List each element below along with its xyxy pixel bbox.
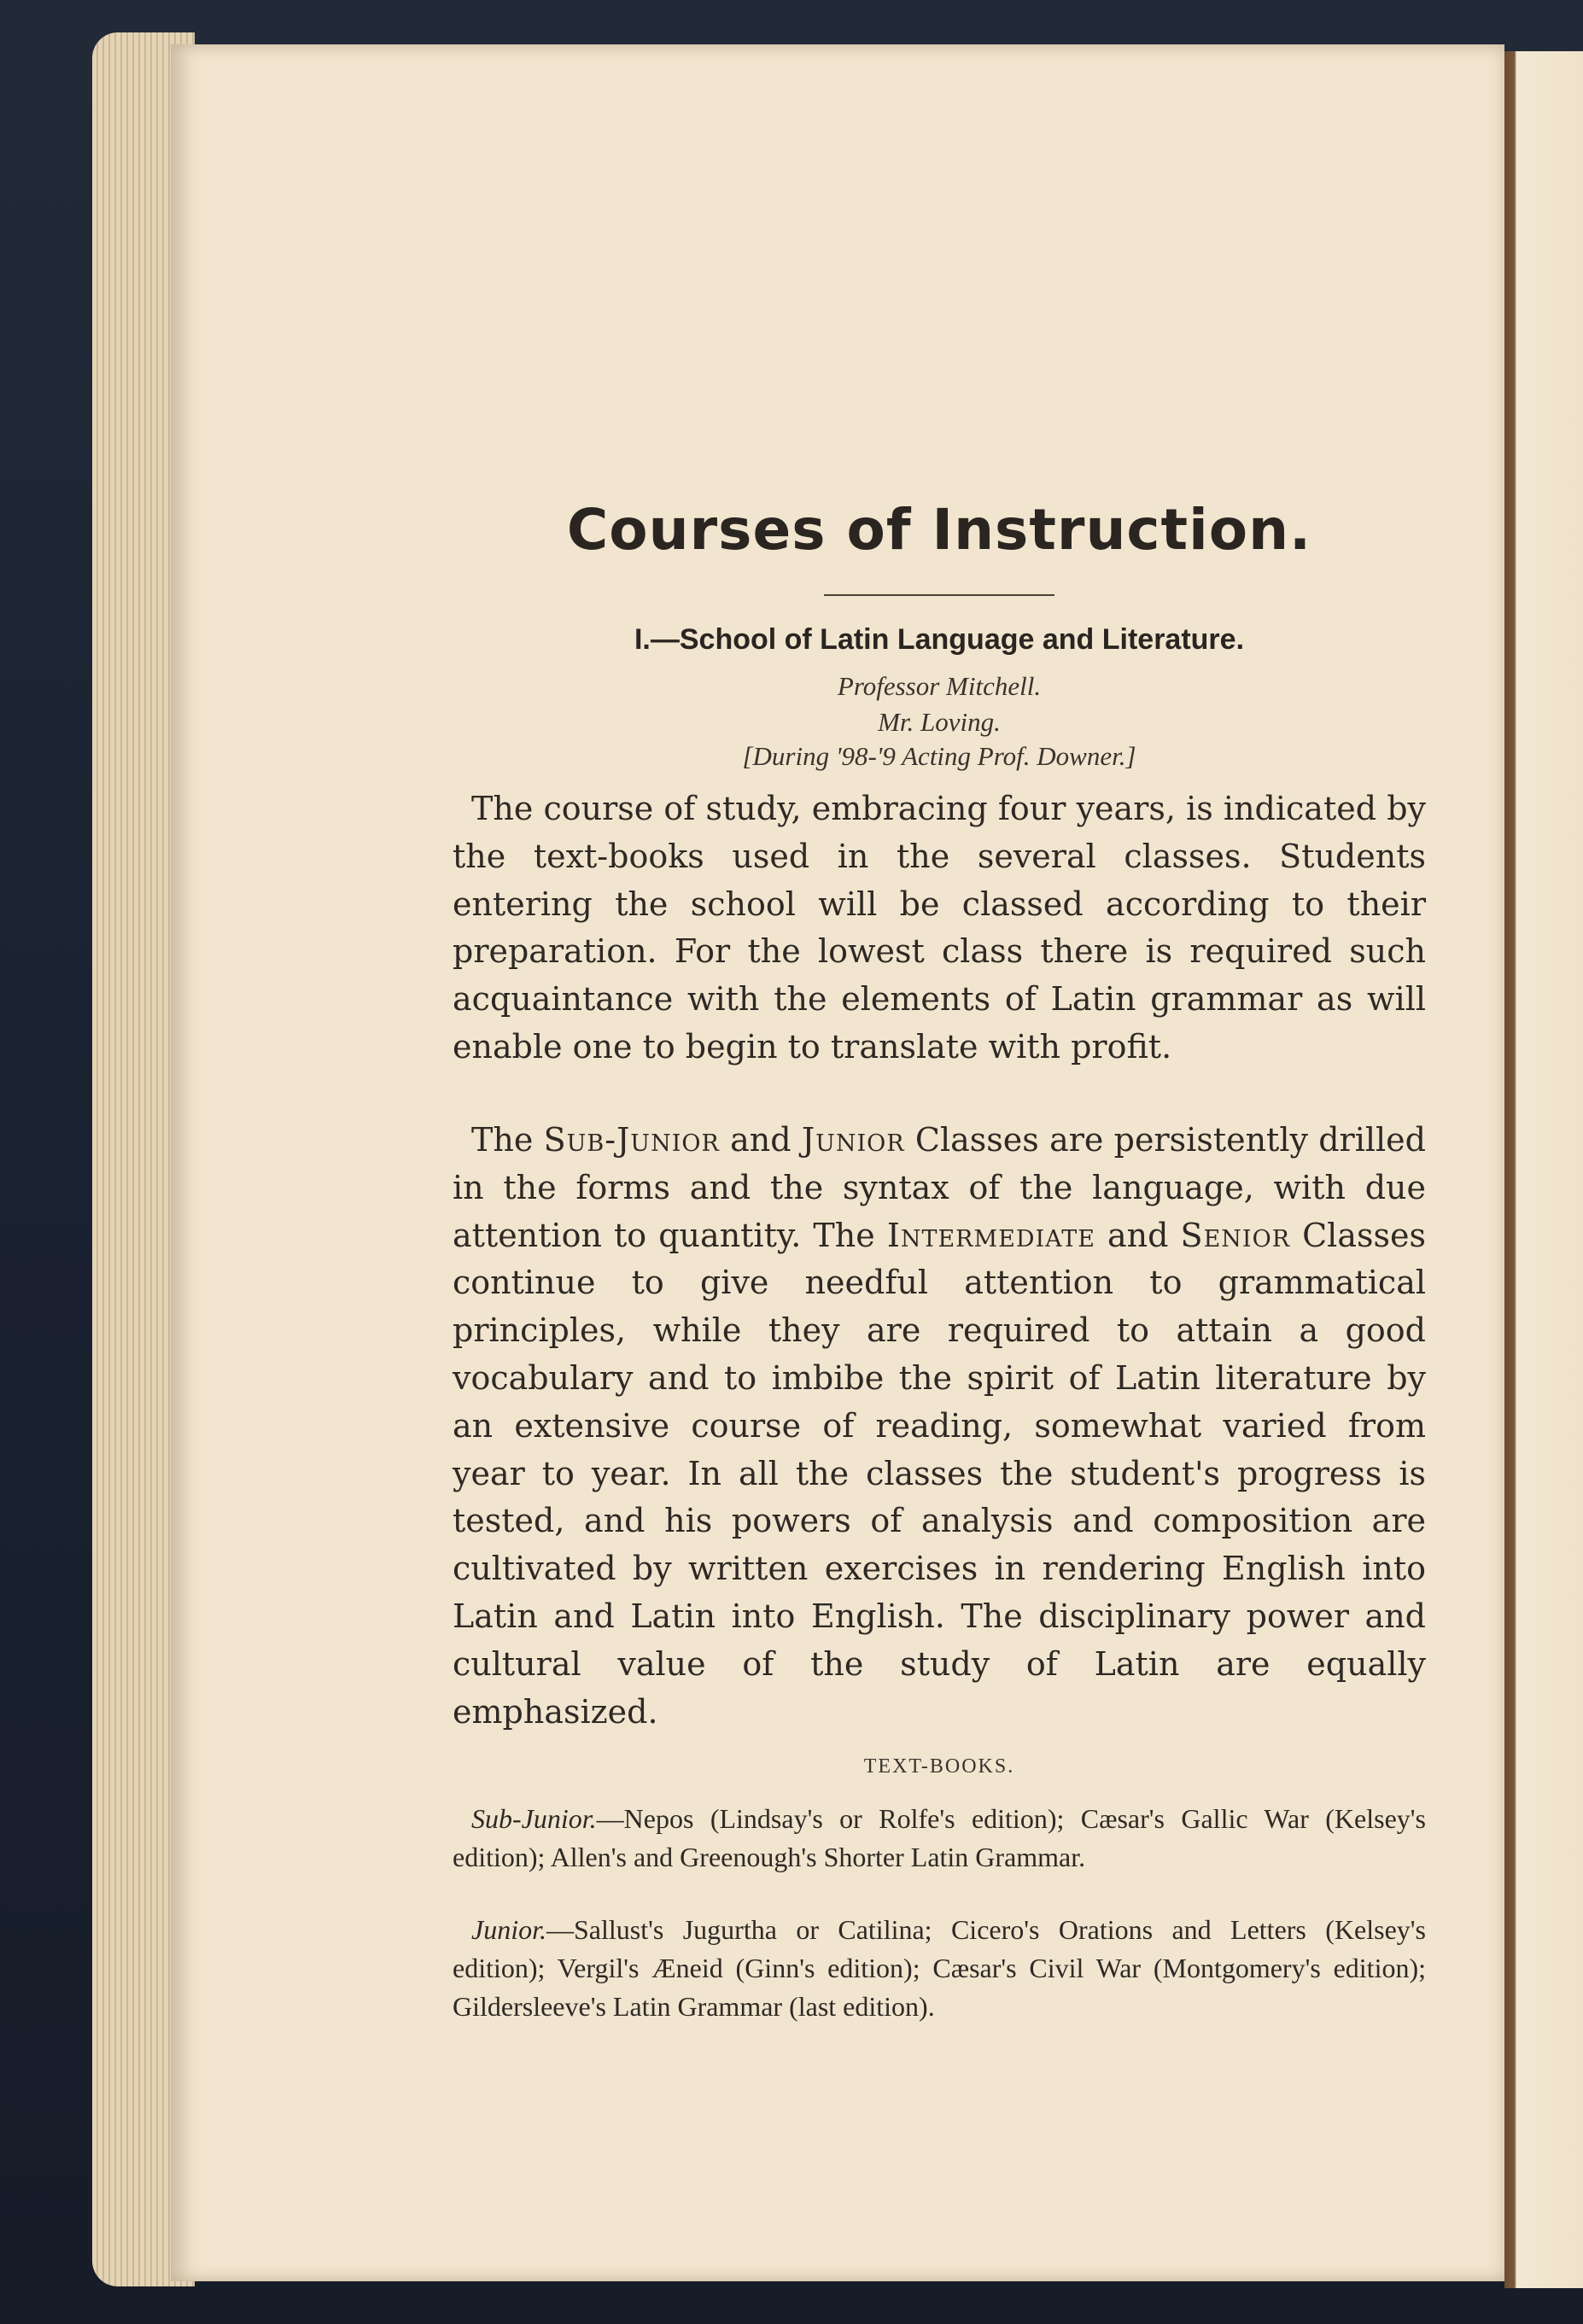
textbook-text: —Nepos (Lindsay's or Rolfe's edition); Cæsar's Gallic War (Kelsey's edition); Allen's and Greenough's Shorter Latin Grammar.	[453, 1803, 1426, 1872]
textbook-label: Junior.	[471, 1914, 546, 1945]
p2-part-4: and	[1095, 1216, 1181, 1254]
page-title: Courses of Instruction.	[566, 497, 1312, 563]
textbooks-heading: TEXT-BOOKS.	[863, 1755, 1015, 1778]
textbook-entry-sub-junior	[453, 1800, 1426, 1877]
paragraph-1-text: The course of study, embracing four years, is indicated by the text-books used in the several classes. Students entering the school will be classed according to their preparation. For the lowest class there is required such acquaintance with the elements of Latin grammar as will enable one to begin to translate with profit.	[453, 790, 1426, 1066]
p2-sub-junior: Sub-Junior	[543, 1121, 720, 1159]
staff-professor: Professor Mitchell.	[837, 671, 1042, 701]
adjacent-page-edge	[1504, 51, 1583, 2288]
p2-intermediate: Intermediate	[886, 1216, 1095, 1254]
title-divider	[824, 594, 1054, 596]
staff-acting-note: [During '98-'9 Acting Prof. Downer.]	[742, 741, 1136, 771]
school-heading: I.—School of Latin Language and Literature.	[634, 623, 1245, 656]
p2-part-2: and	[719, 1121, 802, 1159]
textbook-label: Sub-Junior.	[471, 1803, 597, 1834]
staff-instructor: Mr. Loving.	[878, 707, 1001, 737]
p2-senior: Senior	[1180, 1216, 1291, 1254]
paragraph-classes	[453, 1117, 1426, 1736]
textbook-entry-junior	[453, 1911, 1426, 2026]
p2-junior: Junior	[801, 1121, 905, 1159]
textbook-text: —Sallust's Jugurtha or Catilina; Cicero's Orations and Letters (Kelsey's edition); Vergil's Æneid (Ginn's edition); Cæsar's Civil War (Montgomery's edition); Gildersleeve's Latin Grammar (last edition).	[453, 1914, 1426, 2022]
p2-part-3: Classes are persistently drilled in the forms and the syntax of the language, with due attention to quantity. The	[453, 1121, 1426, 1254]
paragraph-course-of-study	[453, 785, 1426, 1071]
p2-part-1: The	[471, 1121, 544, 1159]
book-page	[171, 44, 1504, 2281]
p2-part-5: Classes continue to give needful attention to grammatical principles, while they are required to attain a good vocabulary and to imbibe the spirit of Latin literature by an extensive course of reading, somewhat varied from year to year. In all the classes the student's progress is tested, and his powers of analysis and composition are cultivated by written exercises in rendering English into Latin and Latin into English. The disciplinary power and cultural value of the study of Latin are equally emphasized.	[453, 1216, 1426, 1731]
